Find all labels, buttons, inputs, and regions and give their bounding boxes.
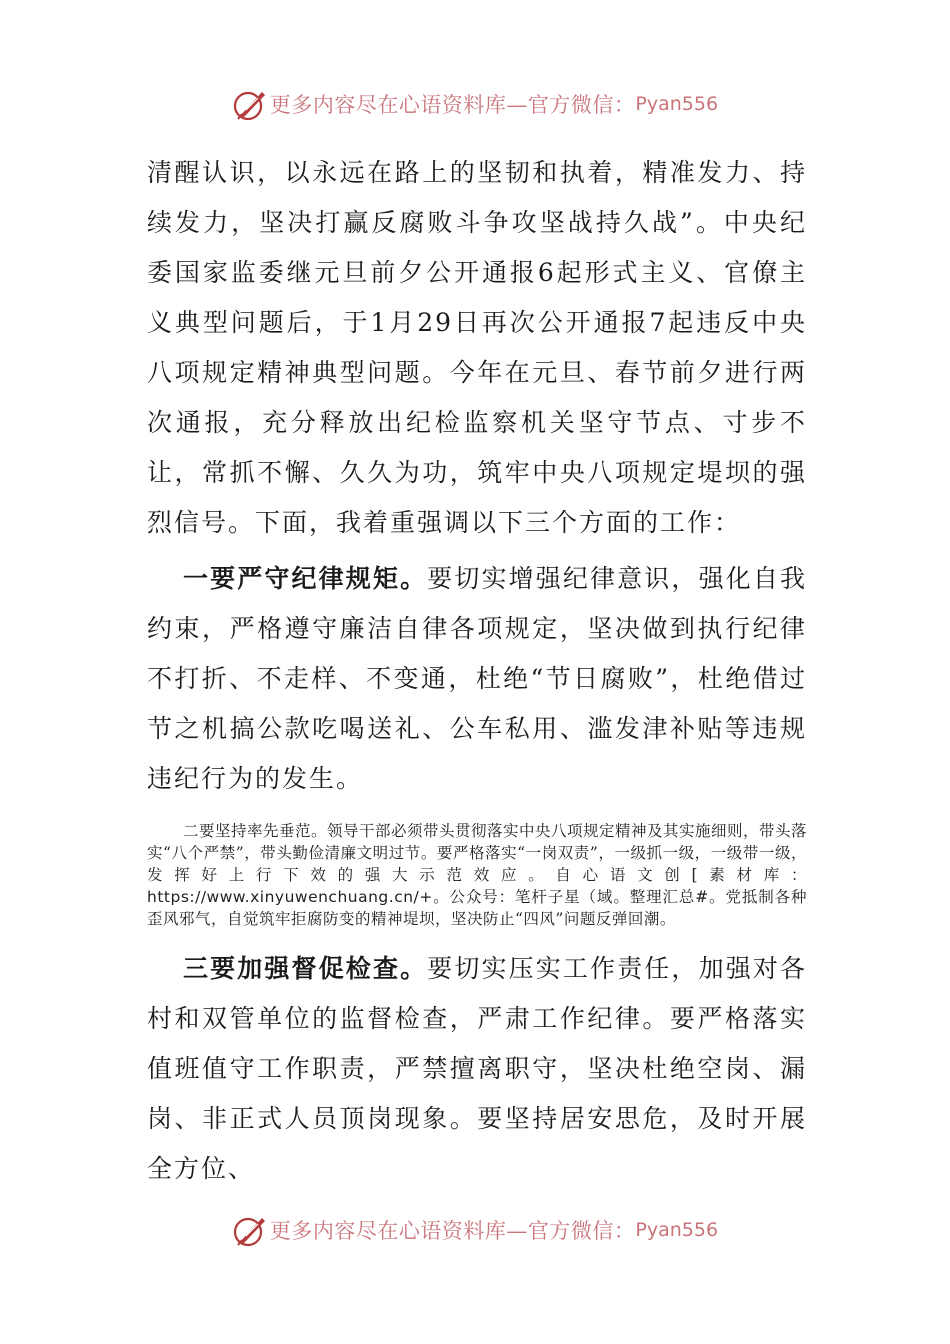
paragraph-2-heading: 一要严守纪律规矩。 [183,564,428,593]
banner-text: 更多内容尽在心语资料库—官方微信： [269,1219,636,1243]
banner-text: 更多内容尽在心语资料库—官方微信： [269,93,636,117]
paragraph-3-text-b: 。公众号：笔杆子星（域。整理汇总#。党抵制各种歪风邪气，自觉筑牢拒腐防变的精神堤坝，坚决防止“四风”问题反弹回潮。 [147,888,807,928]
paragraph-3-text-a: 二要坚持率先垂范。领导干部必须带头贯彻落实中央八项规定精神及其实施细则，带头落实“八个严禁”，带头勤俭清廉文明过节。要严格落实“一岗双责”，一级抓一级，一级带一级，发挥好上行下效的强大示范效应。自心语文创[素材库： [147,822,808,884]
document-body [147,148,807,1194]
banner-wechat-id: Pyan556 [635,1219,719,1241]
paragraph-1: 清醒认识，以永远在路上的坚韧和执着，精准发力、持续发力，坚决打赢反腐败斗争攻坚战持久战”。中央纪委国家监委继元旦前夕公开通报6起形式主义、官僚主义典型问题后，于1月29日再次公开通报7起违反中央八项规定精神典型问题。今年在元旦、春节前夕进行两次通报，充分释放出纪检监察机关坚守节点、寸步不让，常抓不懈、久久为功，筑牢中央八项规定堤坝的强烈信号。下面，我着重强调以下三个方面的工作： [147,158,807,537]
paragraph-2 [147,554,807,804]
quill-pen-icon [232,86,268,122]
header-banner [0,84,950,124]
footer-banner [0,1210,950,1250]
paragraph-3 [147,820,807,930]
paragraph-4-heading: 三要加强督促检查。 [183,954,428,983]
banner-wechat-id: Pyan556 [635,93,719,115]
paragraph-4 [147,944,807,1194]
paragraph-2-text: 要切实增强纪律意识，强化自我约束，严格遵守廉洁自律各项规定，坚决做到执行纪律不打折、不走样、不变通，杜绝“节日腐败”，杜绝借过节之机搞公款吃喝送礼、公车私用、滥发津补贴等违规违纪行为的发生。 [147,564,807,793]
quill-pen-icon [232,1212,268,1248]
paragraph-4-text: 要切实压实工作责任，加强对各村和双管单位的监督检查，严肃工作纪律。要严格落实值班值守工作职责，严禁擅离职守，坚决杜绝空岗、漏岗、非正式人员顶岗现象。要坚持居安思危，及时开展全方位、 [147,954,807,1183]
paragraph-3-url: https://www.xinyuwenchuang.cn/+ [147,888,433,906]
